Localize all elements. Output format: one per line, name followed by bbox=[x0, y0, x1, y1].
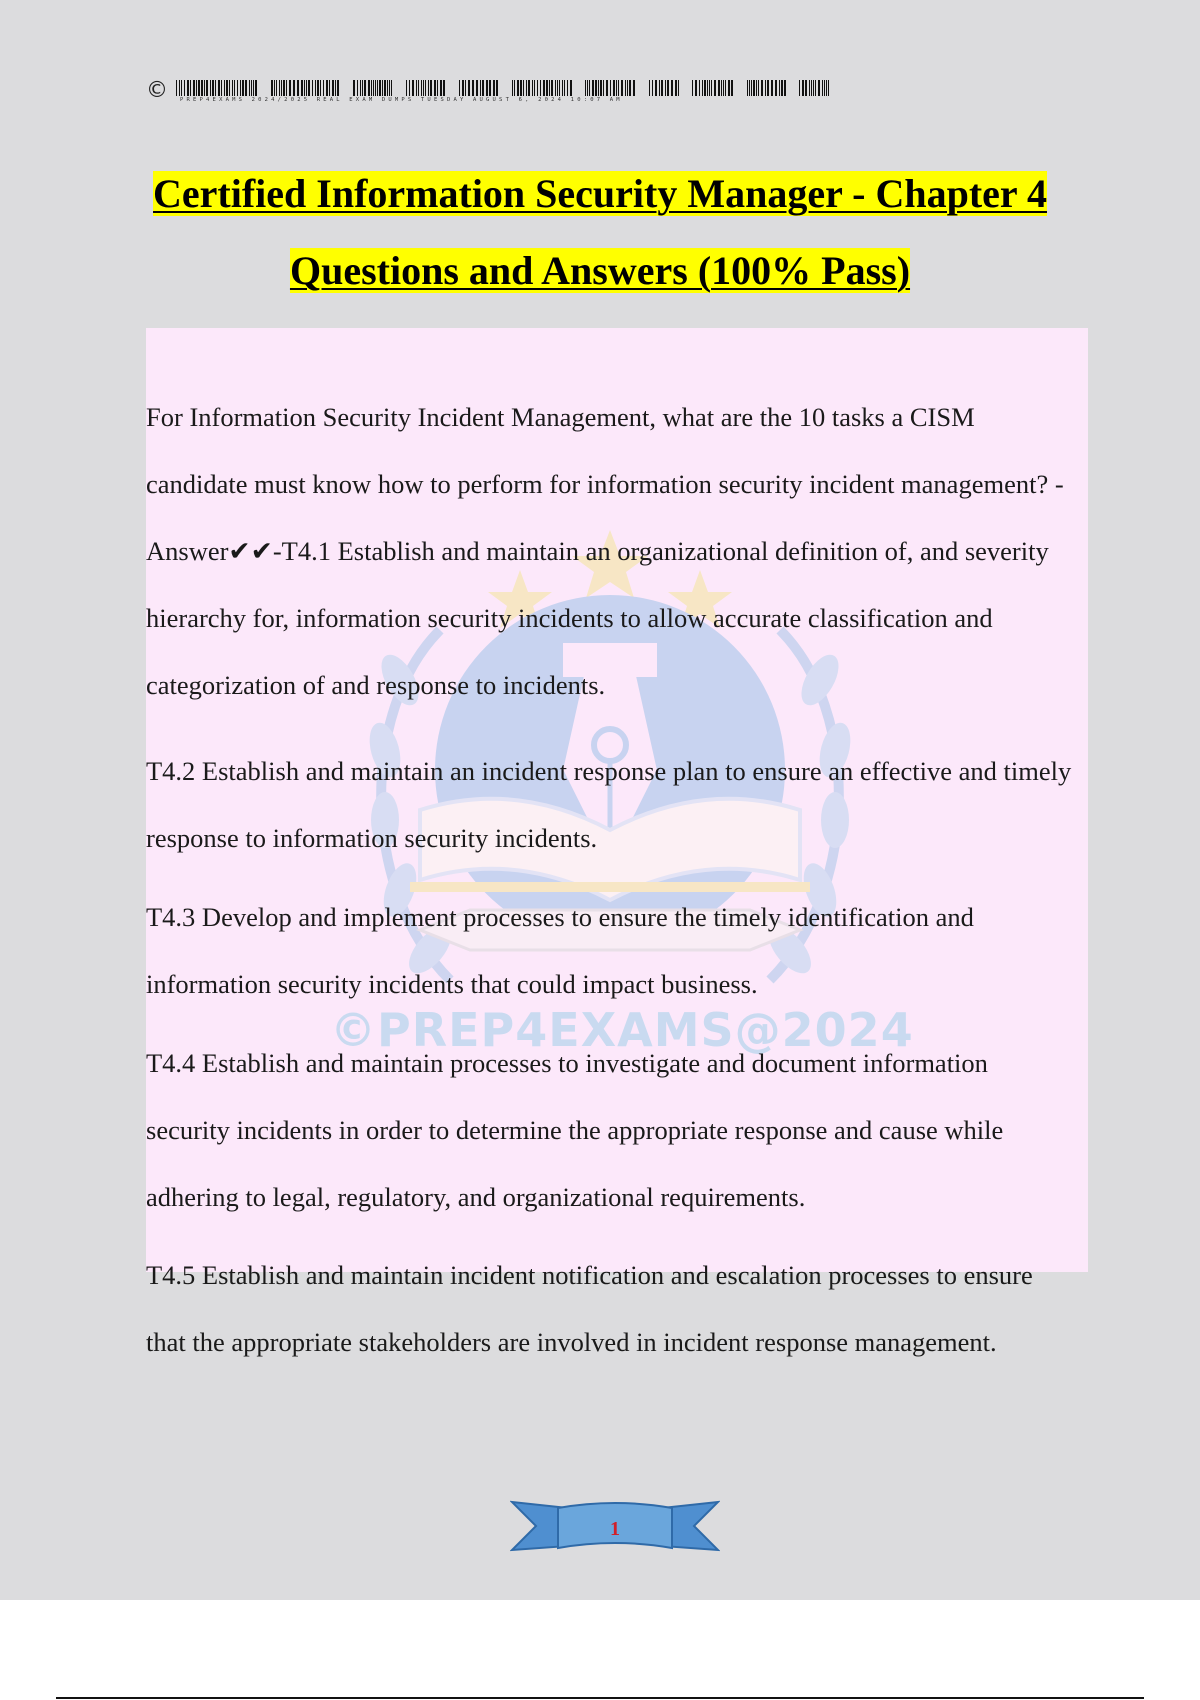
barcode-bar bbox=[368, 80, 370, 96]
barcode-bar bbox=[555, 80, 556, 96]
barcode-bar bbox=[384, 80, 386, 96]
paragraph-t4-3: T4.3 Develop and implement processes to ensure the timely identification and information security incidents that could impact business. bbox=[146, 902, 974, 999]
barcode-bar bbox=[218, 80, 220, 96]
barcode-bar bbox=[389, 80, 390, 96]
barcode-bar bbox=[661, 80, 663, 96]
title-line-1-text: Certified Information Security Manager - Chapter 4 bbox=[153, 171, 1047, 216]
barcode-bar bbox=[603, 80, 604, 96]
barcode-bar bbox=[320, 80, 321, 96]
barcode-caption: PREP4EXAMS 2024/2025 REAL EXAM DUMPS TUESDAY AUGUST 6, 2024 10:07 AM bbox=[180, 97, 623, 103]
barcode-bar bbox=[412, 80, 414, 96]
barcode-bar bbox=[707, 80, 708, 96]
barcode-bar bbox=[753, 80, 755, 96]
barcode-bar bbox=[551, 80, 553, 96]
barcode-bar bbox=[514, 80, 515, 96]
title-line-2-text: Questions and Answers (100% Pass) bbox=[289, 248, 911, 293]
barcode-bar bbox=[779, 80, 780, 96]
barcode-bar bbox=[221, 80, 222, 96]
barcode-bar bbox=[826, 80, 827, 96]
barcode-bar bbox=[818, 80, 820, 96]
barcode-bar bbox=[196, 80, 197, 96]
barcode-bar bbox=[326, 80, 328, 96]
barcode-bar bbox=[364, 80, 366, 96]
barcode-bar bbox=[781, 80, 783, 96]
barcode-bar bbox=[489, 80, 491, 96]
barcode-bar bbox=[281, 80, 282, 96]
barcode-bar bbox=[486, 80, 488, 96]
barcode-bar bbox=[215, 80, 216, 96]
barcode-bar bbox=[229, 80, 230, 96]
barcode-bar bbox=[329, 80, 330, 96]
barcode-bar bbox=[704, 80, 706, 96]
barcode-bar bbox=[512, 80, 513, 96]
barcode-bar bbox=[546, 80, 548, 96]
barcode-bar bbox=[187, 80, 189, 96]
barcode-bar bbox=[828, 80, 829, 96]
barcode-bar bbox=[621, 80, 623, 96]
barcode-bar bbox=[476, 80, 478, 96]
barcode-bar bbox=[472, 80, 474, 96]
barcode-bar bbox=[671, 80, 673, 96]
barcode-bar bbox=[306, 80, 307, 96]
barcode-bar bbox=[193, 80, 195, 96]
barcode-bar bbox=[559, 80, 560, 96]
document-title-line-1 bbox=[120, 170, 1080, 218]
barcode-bar bbox=[771, 80, 773, 96]
barcode-bar bbox=[232, 80, 233, 96]
barcode-bar bbox=[815, 80, 816, 96]
barcode-bar bbox=[799, 80, 800, 96]
barcode-bar bbox=[721, 80, 722, 96]
barcode-bar bbox=[822, 80, 823, 96]
barcode-bar bbox=[271, 80, 273, 96]
barcode-bar bbox=[613, 80, 615, 96]
barcode-bar bbox=[557, 80, 558, 96]
page-number: 1 bbox=[610, 1518, 620, 1540]
barcode-bar bbox=[655, 80, 657, 96]
barcode-bar bbox=[371, 80, 372, 96]
barcode-bar bbox=[240, 80, 241, 96]
barcode-bar bbox=[335, 80, 336, 96]
barcode-bar bbox=[377, 80, 378, 96]
barcode-bar bbox=[592, 80, 594, 96]
barcode-bar bbox=[382, 80, 383, 96]
barcode-bar bbox=[809, 80, 810, 96]
barcode-bar bbox=[532, 80, 533, 96]
barcode-strip bbox=[176, 80, 966, 106]
copyright-symbol: © bbox=[146, 78, 168, 103]
barcode-bar bbox=[711, 80, 712, 96]
barcode-bar bbox=[667, 80, 669, 96]
barcode-bar bbox=[312, 80, 313, 96]
barcode-bar bbox=[317, 80, 319, 96]
barcode-bar bbox=[749, 80, 750, 96]
barcode-bar bbox=[237, 80, 238, 96]
barcode-bar bbox=[242, 80, 244, 96]
barcode-bar bbox=[526, 80, 527, 96]
barcode-bar bbox=[709, 80, 710, 96]
barcode-bar bbox=[718, 80, 720, 96]
barcode-bar bbox=[465, 80, 466, 96]
barcode-bar bbox=[337, 80, 339, 96]
barcode-bar bbox=[357, 80, 358, 96]
barcode-bar bbox=[459, 80, 460, 96]
barcode-bar bbox=[462, 80, 464, 96]
barcode-bar bbox=[468, 80, 470, 96]
barcode-bar bbox=[418, 80, 419, 96]
barcode-bar bbox=[725, 80, 726, 96]
barcode-bar bbox=[297, 80, 299, 96]
barcode-bar bbox=[562, 80, 563, 96]
bottom-divider bbox=[56, 1697, 1144, 1699]
barcode-bar bbox=[274, 80, 275, 96]
barcode-bar bbox=[775, 80, 777, 96]
barcode-bar bbox=[758, 80, 759, 96]
barcode-bar bbox=[618, 80, 619, 96]
paragraph-t4-5: T4.5 Establish and maintain incident notification and escalation processes to ensure that the appropriate stakeholders are involved in incident response management. bbox=[146, 1260, 1033, 1357]
barcode-bar bbox=[379, 80, 381, 96]
barcode-bar bbox=[176, 80, 177, 96]
barcode-bar bbox=[255, 80, 257, 96]
barcode-bar bbox=[421, 80, 422, 96]
barcode-bar bbox=[249, 80, 250, 96]
barcode-bar bbox=[245, 80, 247, 96]
barcode-bar bbox=[564, 80, 565, 96]
barcode-bar bbox=[406, 80, 407, 96]
barcode-bar bbox=[751, 80, 752, 96]
barcode-bar bbox=[332, 80, 334, 96]
barcode-bar bbox=[649, 80, 650, 96]
barcode-bar bbox=[595, 80, 597, 96]
barcode-bar bbox=[714, 80, 716, 96]
barcode-bar bbox=[362, 80, 363, 96]
barcode-bar bbox=[598, 80, 599, 96]
barcode-bar bbox=[289, 80, 291, 96]
barcode-bar bbox=[204, 80, 205, 96]
barcode-bar bbox=[747, 80, 748, 96]
barcode-bar bbox=[627, 80, 628, 96]
barcode-bar bbox=[234, 80, 235, 96]
barcode-bar bbox=[206, 80, 208, 96]
barcode-bar bbox=[629, 80, 631, 96]
barcode-bar bbox=[652, 80, 653, 96]
barcode-bar bbox=[589, 80, 590, 96]
barcode-bar bbox=[286, 80, 287, 96]
barcode-bar bbox=[440, 80, 442, 96]
barcode-bar bbox=[699, 80, 700, 96]
barcode-bar bbox=[293, 80, 295, 96]
barcode-bar bbox=[570, 80, 572, 96]
barcode-bar bbox=[665, 80, 666, 96]
barcode-bar bbox=[610, 80, 611, 96]
barcode-bar bbox=[430, 80, 432, 96]
barcode-bar bbox=[802, 80, 804, 96]
barcode-bar bbox=[416, 80, 417, 96]
barcode-bar bbox=[517, 80, 519, 96]
barcode-bar bbox=[659, 80, 660, 96]
barcode-bar bbox=[315, 80, 316, 96]
barcode-bar bbox=[767, 80, 769, 96]
barcode-bar bbox=[308, 80, 310, 96]
barcode-bar bbox=[353, 80, 355, 96]
barcode-bar bbox=[387, 80, 388, 96]
barcode-bar bbox=[226, 80, 228, 96]
watermark-text: ©PREP4EXAMS@2024 bbox=[330, 1003, 914, 1057]
barcode-bar bbox=[423, 80, 424, 96]
barcode-bar bbox=[480, 80, 481, 96]
header-barcode bbox=[146, 80, 966, 106]
barcode-bar bbox=[224, 80, 225, 96]
paragraph-question: For Information Security Incident Management, what are the 10 tasks a CISM candidate must know how to perform for information security incident management? - Answer✔✔-T4.1 Establish and maintain an organizational definition of, and severity hierarchy for, information security incidents to allow accurate classification and categorization of and response to incidents. bbox=[146, 402, 1064, 700]
barcode-bar bbox=[493, 80, 495, 96]
barcode-bar bbox=[543, 80, 545, 96]
barcode-bar bbox=[301, 80, 303, 96]
barcode-bar bbox=[606, 80, 608, 96]
barcode-bar bbox=[587, 80, 588, 96]
barcode-bar bbox=[437, 80, 438, 96]
barcode-bar bbox=[434, 80, 436, 96]
barcode-bar bbox=[537, 80, 538, 96]
barcode-bar bbox=[813, 80, 814, 96]
barcode-bar bbox=[276, 80, 277, 96]
barcode-bar bbox=[253, 80, 254, 96]
barcode-bar bbox=[585, 80, 586, 96]
barcode-bar bbox=[528, 80, 530, 96]
barcode-bar bbox=[728, 80, 730, 96]
barcode-bar bbox=[549, 80, 550, 96]
barcode-bar bbox=[765, 80, 766, 96]
barcode-bar bbox=[373, 80, 374, 96]
barcode-bar bbox=[600, 80, 602, 96]
barcode-bar bbox=[184, 80, 185, 96]
barcode-bar bbox=[692, 80, 693, 96]
barcode-bar bbox=[409, 80, 410, 96]
barcode-bar bbox=[179, 80, 180, 96]
barcode-bar bbox=[761, 80, 763, 96]
barcode-bar bbox=[482, 80, 484, 96]
barcode-bar bbox=[756, 80, 757, 96]
paragraph-t4-2: T4.2 Establish and maintain an incident response plan to ensure an effective and timely response to information security incidents. bbox=[146, 756, 1072, 853]
barcode-bar bbox=[633, 80, 635, 96]
barcode-bar bbox=[190, 80, 191, 96]
barcode-bar bbox=[496, 80, 498, 96]
barcode-bar bbox=[360, 80, 361, 96]
barcode-bar bbox=[304, 80, 305, 96]
barcode-bar bbox=[695, 80, 697, 96]
barcode-bar bbox=[523, 80, 524, 96]
barcode-bar bbox=[540, 80, 541, 96]
barcode-bar bbox=[811, 80, 812, 96]
barcode-bar bbox=[391, 80, 392, 96]
barcode-bar bbox=[375, 80, 376, 96]
barcode-bar bbox=[443, 80, 445, 96]
barcode-bar bbox=[425, 80, 426, 96]
barcode-bar bbox=[805, 80, 807, 96]
barcode-bar bbox=[520, 80, 522, 96]
paragraph-t4-4: T4.4 Establish and maintain processes to investigate and document information security incidents in order to determine the appropriate response and cause while adhering to legal, regulatory, and organizational requirements. bbox=[146, 1048, 1004, 1212]
barcode-bar bbox=[198, 80, 200, 96]
barcode-bar bbox=[210, 80, 211, 96]
barcode-bar bbox=[824, 80, 825, 96]
barcode-bar bbox=[784, 80, 786, 96]
barcode-bar bbox=[675, 80, 677, 96]
barcode-bar bbox=[283, 80, 285, 96]
barcode-bar bbox=[181, 80, 182, 96]
barcode-bar bbox=[279, 80, 280, 96]
barcode-bar bbox=[428, 80, 429, 96]
barcode-icon bbox=[176, 80, 976, 98]
barcode-bar bbox=[625, 80, 626, 96]
barcode-bar bbox=[251, 80, 252, 96]
barcode-bar bbox=[534, 80, 535, 96]
barcode-bar bbox=[323, 80, 324, 96]
barcode-bar bbox=[723, 80, 724, 96]
document-title-line-2 bbox=[120, 247, 1080, 295]
barcode-bar bbox=[201, 80, 203, 96]
barcode-bar bbox=[212, 80, 214, 96]
barcode-bar bbox=[731, 80, 733, 96]
barcode-bar bbox=[702, 80, 703, 96]
barcode-bar bbox=[616, 80, 617, 96]
barcode-bar bbox=[678, 80, 679, 96]
barcode-bar bbox=[567, 80, 568, 96]
